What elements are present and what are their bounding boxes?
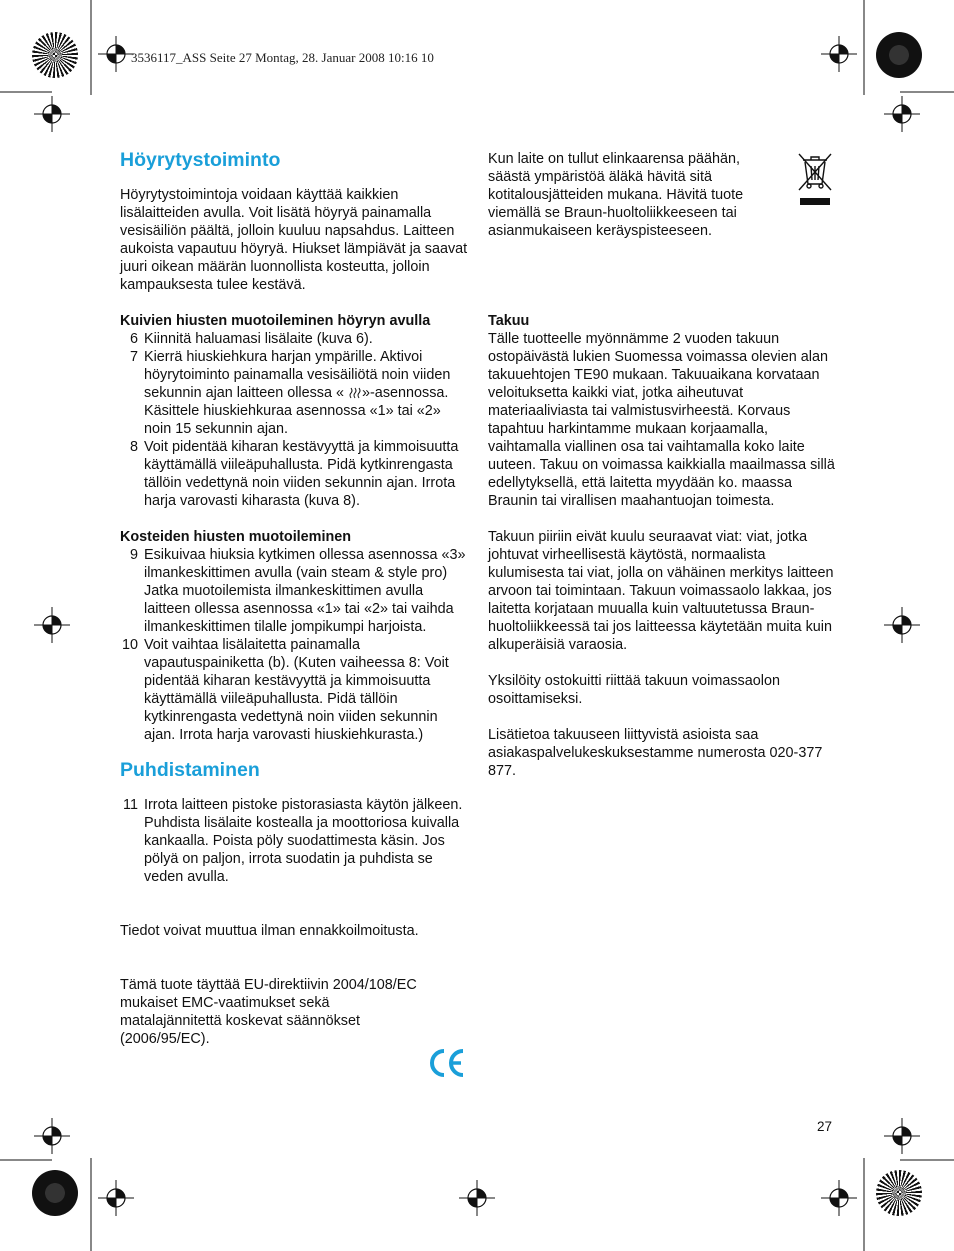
- registration-mark-icon: [884, 1118, 920, 1154]
- list-item: [120, 330, 470, 348]
- list-item: [120, 636, 470, 744]
- step-number: 10: [121, 637, 138, 653]
- color-rosette-icon: [32, 32, 78, 78]
- right-column: [488, 150, 838, 780]
- registration-mark-icon: [821, 1180, 857, 1216]
- step-text: Voit pidentää kiharan kestävyyttä ja kimmoisuutta käyttämällä viileäpuhallusta. Pidä kytkinrengasta tällöin vedettynä noin viiden sekunnin ajan. Irrota harja varovasti kiharasta (kuva 8).: [144, 439, 459, 509]
- warranty-paragraph: Lisätietoa takuuseen liittyvistä asioista saa asiakaspalvelukeskuksestamme numerosta 020-377 877.: [488, 727, 823, 779]
- step-text: Voit vaihtaa lisälaitetta painamalla vapautuspainiketta (b). (Kuten vaiheessa 8: Voit pidentää kiharan kestävyyttä ja kimmoisuutta käyttämällä viileäpuhallusta. Pidä tällöin kytkinrengasta vedettynä noin viiden sekunnin ajan. Irrota harja varovasti hiuskiehkurasta.): [144, 637, 449, 743]
- registration-mark-icon: [884, 96, 920, 132]
- step-number: 6: [129, 331, 138, 347]
- warranty-paragraph: Tälle tuotteelle myönnämme 2 vuoden takuun ostopäivästä lukien Suomessa voimassa olevien alan takuuehtojen TE90 mukaan. Takuuaikana korvataan veloituksetta kaikki viat, jotka aiheutuvat materiaaliviasta tai valmistusvirheestä. Korvaus tapahtuu harkintamme mukaan korjaamalla, vaihtamalla viallinen osa tai vaihtamalla koko laite uuteen. Takuu on voimassa kaikkialla maailmassa sillä edellytyksellä, että laitetta myydään ko. maassa Braunin tai virallisen maahantuojan toimesta.: [488, 331, 835, 509]
- eu-compliance-text: Tämä tuote täyttää EU-direktiivin 2004/108/EC mukaiset EMC-vaatimukset sekä matalajännitettä koskevat säännökset (2006/95/EC).: [120, 977, 417, 1047]
- registration-mark-icon: [459, 1180, 495, 1216]
- registration-mark-icon: [821, 36, 857, 72]
- step-number: 7: [129, 349, 138, 365]
- color-rosette-icon: [876, 32, 922, 78]
- steam-icon: [348, 387, 362, 399]
- steam-intro: Höyrytystoimintoja voidaan käyttää kaikkien lisälaitteiden avulla. Voit lisätä höyryä painamalla vesisäiliön päältä, jolloin kuuluu napsahdus. Laitteen aukoista vapautuu höyryä. Hiukset lämpiävät ja saavat juuri oikean määrän luonnollista kosteutta, jolloin kampauksesta tulee kestävä.: [120, 187, 468, 293]
- list-item: [120, 438, 470, 510]
- step-text: Kiinnitä haluamasi lisälaite (kuva 6).: [144, 331, 373, 347]
- registration-mark-icon: [34, 1118, 70, 1154]
- heading-cleaning: Puhdistaminen: [120, 759, 260, 781]
- change-notice: Tiedot voivat muuttua ilman ennakkoilmoitusta.: [120, 923, 419, 939]
- registration-mark-icon: [34, 607, 70, 643]
- registration-mark-icon: [98, 1180, 134, 1216]
- step-text-part: »-asennossa. Käsittele hiuskiehkuraa asennossa «1» tai «2» noin 15 sekunnin ajan.: [144, 385, 449, 437]
- list-item: [120, 546, 470, 636]
- page-number: 27: [817, 1119, 833, 1134]
- warranty-paragraph: Takuun piiriin eivät kuulu seuraavat viat: viat, jotka johtuvat virheellisestä käytöstä, normaalista kulumisesta tai viat, jolla on vähäinen merkitys laitteen arvoon tai toimintaan. Takuun voimassaolo lakkaa, jos laitetta korjataan muualla kuin valtuutetussa Braun-huoltoliikkeessä tai jos laitteessa käytetään muita kuin alkuperäisiä varaosia.: [488, 529, 834, 653]
- print-header: 3536117_ASS Seite 27 Montag, 28. Januar 2008 10:16 10: [131, 50, 434, 65]
- disposal-text: Kun laite on tullut elinkaarensa päähän, säästä ympäristöä äläkä hävitä sitä kotitalousjätteiden mukana. Hävitä tuote viemällä se Braun-huoltoliikkeeseen tai asianmukaiseen keräyspisteeseen.: [488, 151, 744, 239]
- ce-mark-icon: [426, 1043, 466, 1083]
- step-text: Esikuivaa hiuksia kytkimen ollessa asennossa «3» ilmankeskittimen avulla (vain steam & style pro) Jatka muotoilemista ilmankeskittimen avulla laitteen ollessa asennossa «1» tai «2» tai vaihda ilmankeskittimen tilalle jompikumpi harjoista.: [144, 547, 466, 635]
- registration-mark-icon: [34, 96, 70, 132]
- step-number: 11: [123, 797, 138, 813]
- crossed-bin-icon: [797, 152, 833, 208]
- heading-steam-function: Höyrytystoiminto: [120, 149, 281, 171]
- registration-mark-icon: [884, 607, 920, 643]
- list-item: [120, 348, 470, 438]
- step-text: [144, 348, 470, 438]
- subheading-wet-hair: Kosteiden hiusten muotoileminen: [120, 529, 352, 545]
- left-column: [120, 148, 470, 1048]
- subheading-dry-hair: Kuivien hiusten muotoileminen höyryn avulla: [120, 313, 431, 329]
- step-number: 9: [129, 547, 138, 563]
- list-item: [120, 796, 470, 886]
- step-text-part: Kierrä hiuskiehkura harjan ympärille. Aktivoi höyrytoiminto painamalla vesisäiliötä noin viiden sekunnin ajan laitteen ollessa «: [144, 349, 451, 401]
- step-text: Irrota laitteen pistoke pistorasiasta käytön jälkeen. Puhdista lisälaite kostealla ja moottoriosa kuivalla kankaalla. Poista pöly suodattimesta käsin. Jos pölyä on paljon, irrota suodatin ja puhdista se veden avulla.: [144, 797, 463, 885]
- warranty-paragraph: Yksilöity ostokuitti riittää takuun voimassaolon osoittamiseksi.: [488, 673, 780, 707]
- step-number: 8: [129, 439, 138, 455]
- color-rosette-icon: [876, 1170, 922, 1216]
- registration-mark-icon: [98, 36, 134, 72]
- color-rosette-icon: [32, 1170, 78, 1216]
- warranty-title: Takuu: [488, 313, 530, 329]
